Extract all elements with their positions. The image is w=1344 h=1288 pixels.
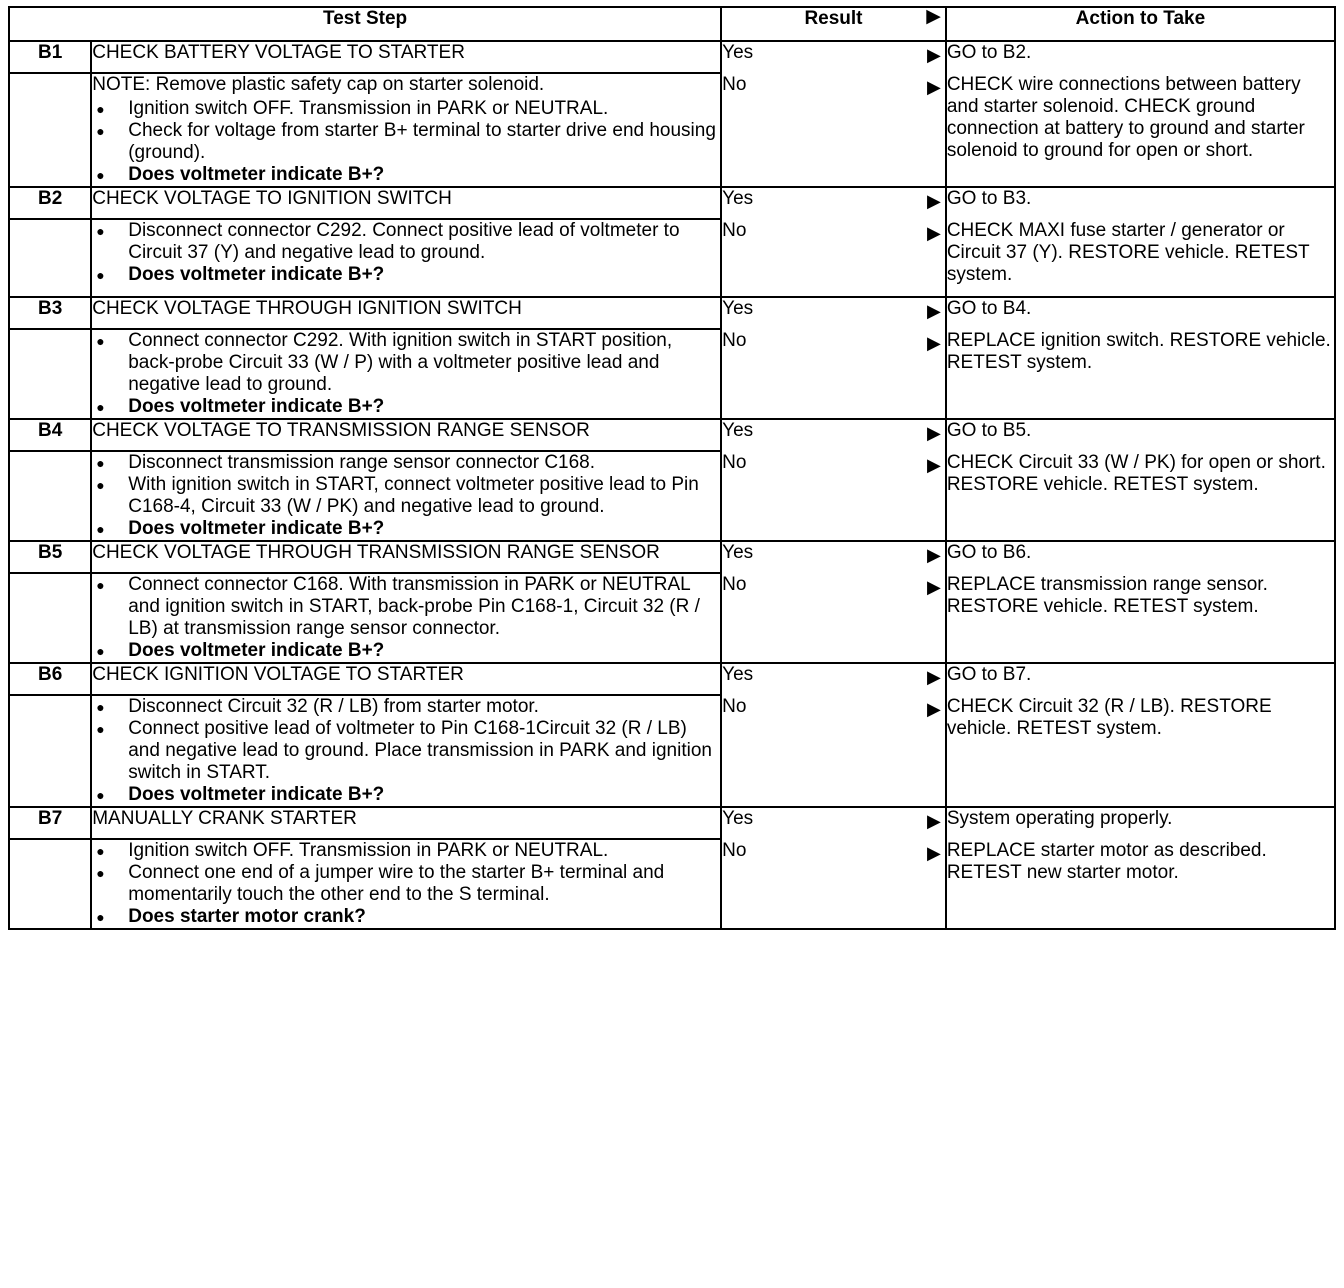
yes-action: GO to B7.: [946, 664, 1032, 685]
result-no-row: [722, 220, 945, 252]
step-bullet: ● Connect positive lead of voltmeter to Pin C168-1Circuit 32 (R / LB) and negative lead to ground. Place transmission in PARK and ignition switch in START.: [92, 718, 720, 784]
step-id: B3: [9, 297, 91, 329]
arrow-right-icon: ▶: [926, 223, 941, 243]
arrow-right-icon: ▶: [926, 191, 941, 211]
step-action-cell: [946, 41, 1335, 187]
step-body: [91, 451, 721, 541]
no-action: REPLACE ignition switch. RESTORE vehicle. RETEST system.: [946, 330, 1331, 373]
result-no-label: No: [722, 696, 747, 717]
step-bullet: ● Disconnect transmission range sensor connector C168.: [92, 452, 720, 474]
step-title: MANUALLY CRANK STARTER: [91, 807, 721, 839]
step-action-cell: [946, 297, 1335, 419]
arrow-right-icon: ▶: [926, 577, 941, 597]
arrow-right-icon: ▶: [926, 699, 941, 719]
step-title-row: [9, 187, 1335, 219]
step-bullet: ● Check for voltage from starter B+ terminal to starter drive end housing (ground).: [92, 120, 720, 164]
step-id-blank: [9, 73, 91, 187]
result-yes-label: Yes: [722, 420, 754, 441]
step-title: CHECK BATTERY VOLTAGE TO STARTER: [91, 41, 721, 73]
result-yes-row: [722, 188, 945, 220]
result-yes-label: Yes: [722, 298, 754, 319]
step-body: [91, 329, 721, 419]
step-bullet: ● Connect connector C168. With transmission in PARK or NEUTRAL and ignition switch in START, back-probe Pin C168-1, Circuit 32 (R / LB) at transmission range sensor connector.: [92, 574, 720, 640]
step-title: CHECK VOLTAGE TO IGNITION SWITCH: [91, 187, 721, 219]
step-bullet-list: [92, 220, 720, 286]
step-id: B1: [9, 41, 91, 73]
header-result: Result: [804, 8, 863, 29]
step-id-blank: [9, 219, 91, 297]
arrow-right-icon: ▶: [926, 301, 941, 321]
arrow-right-icon: ▶: [926, 6, 941, 27]
step-bullet: ● Ignition switch OFF. Transmission in PARK or NEUTRAL.: [92, 98, 720, 120]
step-question: ● Does voltmeter indicate B+?: [92, 784, 720, 806]
step-bullet-list: [92, 452, 720, 540]
step-id-blank: [9, 451, 91, 541]
step-body: [91, 219, 721, 297]
step-id: B6: [9, 663, 91, 695]
step-title: CHECK VOLTAGE THROUGH TRANSMISSION RANGE SENSOR: [91, 541, 721, 573]
step-id: B5: [9, 541, 91, 573]
arrow-right-icon: ▶: [926, 423, 941, 443]
result-yes-label: Yes: [722, 542, 754, 563]
step-question: ● Does voltmeter indicate B+?: [92, 640, 720, 662]
yes-action: GO to B6.: [946, 542, 1032, 563]
header-test-step: Test Step: [9, 7, 721, 41]
step-result-cell: [721, 187, 946, 297]
step-id: B4: [9, 419, 91, 451]
step-action-cell: [946, 663, 1335, 807]
arrow-right-icon: ▶: [926, 811, 941, 831]
step-title-row: [9, 419, 1335, 451]
yes-action: GO to B5.: [946, 420, 1032, 441]
step-action-cell: [946, 807, 1335, 929]
arrow-right-icon: ▶: [926, 667, 941, 687]
step-question: ● Does voltmeter indicate B+?: [92, 518, 720, 540]
step-id: B2: [9, 187, 91, 219]
result-yes-row: [722, 808, 945, 840]
step-body: [91, 73, 721, 187]
result-no-label: No: [722, 574, 747, 595]
step-question: ● Does voltmeter indicate B+?: [92, 164, 720, 186]
result-yes-row: [722, 420, 945, 452]
step-bullet: ● Connect one end of a jumper wire to the starter B+ terminal and momentarily touch the other end to the S terminal.: [92, 862, 720, 906]
step-action-cell: [946, 187, 1335, 297]
result-yes-label: Yes: [722, 188, 754, 209]
result-no-row: [722, 330, 945, 362]
diagnostic-table: [8, 6, 1336, 930]
arrow-right-icon: ▶: [926, 77, 941, 97]
arrow-right-icon: ▶: [926, 45, 941, 65]
step-id-blank: [9, 839, 91, 929]
result-no-label: No: [722, 74, 747, 95]
result-yes-label: Yes: [722, 664, 754, 685]
step-action-cell: [946, 419, 1335, 541]
result-no-label: No: [722, 330, 747, 351]
step-title-row: [9, 541, 1335, 573]
step-id-blank: [9, 329, 91, 419]
result-no-row: [722, 74, 945, 106]
result-no-row: [722, 696, 945, 728]
arrow-right-icon: ▶: [926, 545, 941, 565]
result-yes-row: [722, 298, 945, 330]
no-action: CHECK MAXI fuse starter / generator or Circuit 37 (Y). RESTORE vehicle. RETEST system.: [946, 220, 1310, 285]
result-yes-row: [722, 542, 945, 574]
result-no-label: No: [722, 220, 747, 241]
step-bullet: ● Disconnect connector C292. Connect positive lead of voltmeter to Circuit 37 (Y) and negative lead to ground.: [92, 220, 720, 264]
step-title-row: [9, 41, 1335, 73]
step-id-blank: [9, 573, 91, 663]
arrow-right-icon: ▶: [926, 455, 941, 475]
result-yes-row: [722, 42, 945, 74]
table-header-row: [9, 7, 1335, 41]
step-result-cell: [721, 807, 946, 929]
step-bullet-list: [92, 840, 720, 928]
step-question: ● Does starter motor crank?: [92, 906, 720, 928]
step-bullet: ● Disconnect Circuit 32 (R / LB) from starter motor.: [92, 696, 720, 718]
yes-action: GO to B3.: [946, 188, 1032, 209]
step-id-blank: [9, 695, 91, 807]
step-result-cell: [721, 297, 946, 419]
step-action-cell: [946, 541, 1335, 663]
step-result-cell: [721, 41, 946, 187]
result-yes-row: [722, 664, 945, 696]
step-question: ● Does voltmeter indicate B+?: [92, 396, 720, 418]
step-title-row: [9, 663, 1335, 695]
step-title-row: [9, 807, 1335, 839]
step-result-cell: [721, 663, 946, 807]
result-no-row: [722, 452, 945, 484]
result-no-row: [722, 574, 945, 606]
step-body: [91, 839, 721, 929]
yes-action: GO to B4.: [946, 298, 1032, 319]
arrow-right-icon: ▶: [926, 843, 941, 863]
no-action: CHECK wire connections between battery and starter solenoid. CHECK ground connection at battery to ground and starter solenoid to ground for open or short.: [946, 74, 1305, 161]
arrow-right-icon: ▶: [926, 333, 941, 353]
steps-body: [9, 41, 1335, 929]
step-body: [91, 695, 721, 807]
step-title-row: [9, 297, 1335, 329]
step-bullet: ● Ignition switch OFF. Transmission in PARK or NEUTRAL.: [92, 840, 720, 862]
step-bullet-list: [92, 574, 720, 662]
step-bullet: ● With ignition switch in START, connect voltmeter positive lead to Pin C168-4, Circuit 33 (W / PK) and negative lead to ground.: [92, 474, 720, 518]
step-title: CHECK IGNITION VOLTAGE TO STARTER: [91, 663, 721, 695]
step-result-cell: [721, 541, 946, 663]
step-note: NOTE: Remove plastic safety cap on starter solenoid.: [92, 74, 545, 95]
step-result-cell: [721, 419, 946, 541]
step-bullet: ● Connect connector C292. With ignition switch in START position, back-probe Circuit 33 (W / P) with a voltmeter positive lead and negative lead to ground.: [92, 330, 720, 396]
step-body: [91, 573, 721, 663]
header-action: Action to Take: [946, 7, 1335, 41]
step-title: CHECK VOLTAGE THROUGH IGNITION SWITCH: [91, 297, 721, 329]
step-bullet-list: [92, 330, 720, 418]
result-yes-label: Yes: [722, 808, 754, 829]
yes-action: System operating properly.: [946, 808, 1173, 829]
step-title: CHECK VOLTAGE TO TRANSMISSION RANGE SENSOR: [91, 419, 721, 451]
step-bullet-list: [92, 98, 720, 186]
result-no-row: [722, 840, 945, 872]
no-action: CHECK Circuit 33 (W / PK) for open or short. RESTORE vehicle. RETEST system.: [946, 452, 1326, 495]
step-id: B7: [9, 807, 91, 839]
result-yes-label: Yes: [722, 42, 754, 63]
result-no-label: No: [722, 840, 747, 861]
step-question: ● Does voltmeter indicate B+?: [92, 264, 720, 286]
no-action: CHECK Circuit 32 (R / LB). RESTORE vehicle. RETEST system.: [946, 696, 1272, 739]
header-result-cell: [721, 7, 946, 41]
step-bullet-list: [92, 696, 720, 806]
no-action: REPLACE starter motor as described. RETEST new starter motor.: [946, 840, 1267, 883]
no-action: REPLACE transmission range sensor. RESTORE vehicle. RETEST system.: [946, 574, 1268, 617]
yes-action: GO to B2.: [946, 42, 1032, 63]
result-no-label: No: [722, 452, 747, 473]
